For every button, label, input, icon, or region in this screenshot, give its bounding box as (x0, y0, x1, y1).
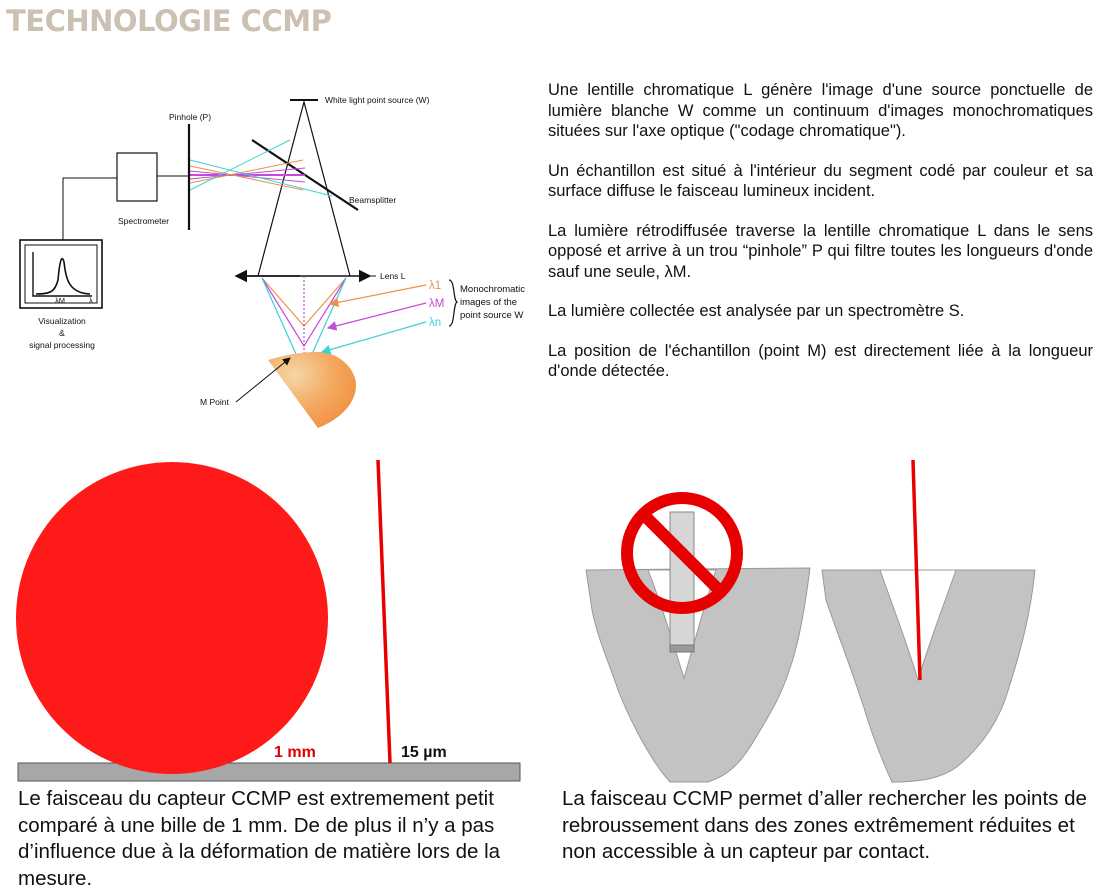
screen-axis-end-label: λ (89, 296, 93, 305)
description-paragraph: Un échantillon est situé à l'intérieur du segment codé par couleur et sa surface diffuse le faisceau lumineux incident. (548, 161, 1093, 200)
description-text (548, 80, 1093, 401)
mono-label-3: point source W (460, 310, 524, 321)
visualization-label-2: & (59, 328, 65, 338)
m-point-label: M Point (200, 397, 229, 407)
return-rays (190, 140, 332, 196)
screen-axis-label: λM (55, 296, 65, 305)
description-paragraph: Une lentille chromatique L génère l'image d'une source ponctuelle de lumière blanche W comme un continuum d'images monochromatiques situées sur l'axe optique ("codage chromatique"). (548, 81, 1093, 140)
ball-figure (16, 460, 520, 781)
beamsplitter-label: Beamsplitter (349, 195, 397, 205)
groove-right (822, 570, 1035, 782)
ball (16, 462, 328, 774)
optical-diagram (20, 95, 525, 428)
beam-line (378, 460, 390, 763)
page-title: TECHNOLOGIE CCMP (6, 4, 332, 38)
groove-figure (586, 460, 1035, 782)
brace (449, 280, 457, 326)
spectrometer-label: Spectrometer (118, 216, 170, 226)
visualization-label-1: Visualization (38, 316, 86, 326)
description-paragraph: La lumière rétrodiffusée traverse la lentille chromatique L dans le sens opposé et arrive à un trou “pinhole” P qui filtre toutes les longueurs d'onde sauf une seule, λM. (548, 221, 1093, 281)
ball-size-label: 1 mm (274, 744, 316, 761)
description-paragraph: La lumière collectée est analysée par un spectromètre S. (548, 302, 965, 320)
description-paragraph: La position de l'échantillon (point M) est directement liée à la longueur d'onde détectée. (548, 341, 1093, 380)
spectrometer-box (117, 153, 157, 201)
mono-label-2: images of the (460, 297, 518, 308)
lambda1-label: λ1 (429, 280, 442, 292)
lens-label: Lens L (380, 271, 406, 281)
pinhole-label: Pinhole (P) (169, 112, 212, 122)
lambdan-label: λn (429, 317, 442, 329)
visualization-label-3: signal processing (29, 340, 95, 350)
caption-left: Le faisceau du capteur CCMP est extremement petit comparé à une bille de 1 mm. De de plus il n’y a pas d’influence due à la déformation de matière lors de la mesure. (18, 787, 501, 890)
contact-stylus (670, 512, 694, 652)
white-light-label: White light point source (W) (325, 95, 430, 105)
sample-piece (268, 352, 356, 428)
caption-right: La faisceau CCMP permet d’aller rechercher les points de rebroussement dans des zones extrêmement réduites et non accessible à un capteur par contact. (562, 787, 1087, 863)
lambdaM-label: λM (429, 298, 445, 310)
mono-label-1: Monochromatic (460, 284, 525, 295)
base-plate (18, 763, 520, 781)
beam-size-label: 15 µm (401, 744, 447, 761)
